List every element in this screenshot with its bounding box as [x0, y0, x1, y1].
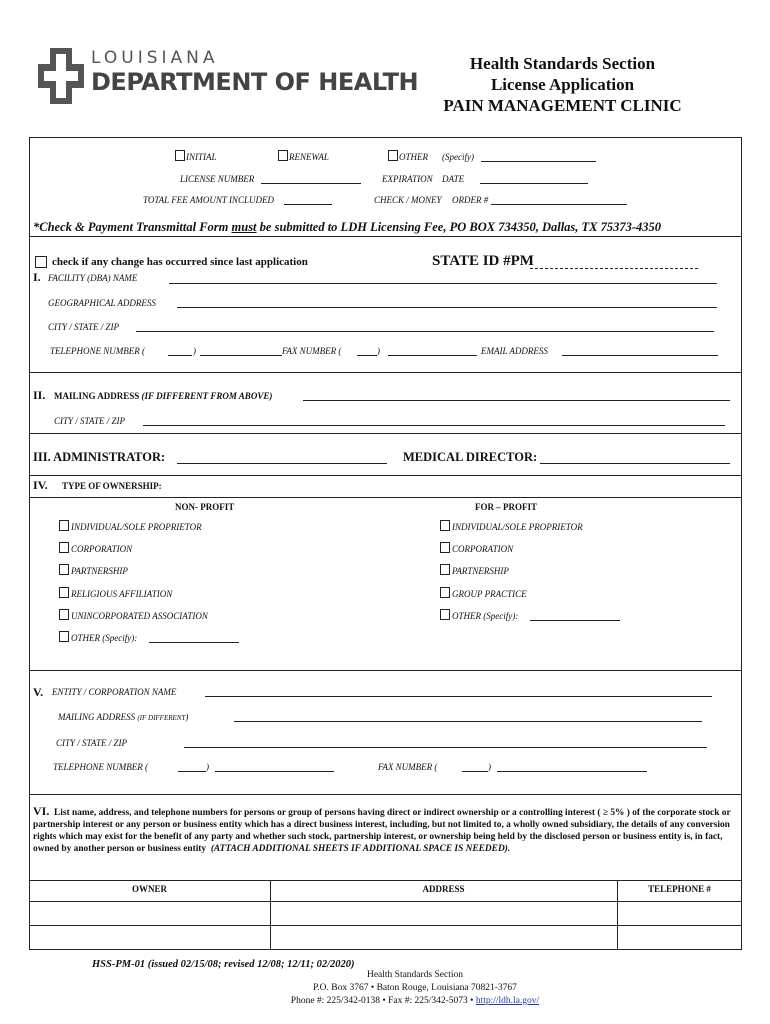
fp-corporation-checkbox[interactable]: [440, 542, 450, 553]
np-unincorporated-label: UNINCORPORATED ASSOCIATION: [71, 611, 208, 621]
v-fax-close: ): [488, 762, 491, 772]
license-number-field[interactable]: [261, 183, 361, 184]
np-individual-label: INDIVIDUAL/SOLE PROPRIETOR: [71, 522, 202, 532]
v-fax-field[interactable]: [497, 771, 647, 772]
np-other-label: OTHER (Specify):: [71, 633, 138, 643]
specify-label: (Specify): [442, 152, 474, 162]
total-fee-label: TOTAL FEE AMOUNT INCLUDED: [143, 195, 274, 205]
telephone-label: TELEPHONE NUMBER (: [50, 346, 145, 356]
fax-label: FAX NUMBER (: [282, 346, 342, 356]
notice-must: must: [231, 220, 257, 234]
mailing-text: MAILING ADDRESS: [54, 391, 140, 401]
footer-url[interactable]: http://ldh.la.gov/: [475, 996, 540, 1006]
ownership-title: TYPE OF OWNERSHIP:: [62, 481, 162, 491]
state-id-field[interactable]: [530, 268, 698, 269]
footer-line2: P.O. Box 3767 • Baton Rouge, Louisiana 70821-3767: [313, 983, 517, 993]
forprofit-head: FOR – PROFIT: [475, 502, 537, 512]
np-religious-checkbox[interactable]: [59, 587, 69, 598]
fp-individual-checkbox[interactable]: [440, 520, 450, 531]
header-line1: Health Standards Section: [469, 54, 656, 73]
other-checkbox[interactable]: [388, 150, 398, 161]
entity-label: ENTITY / CORPORATION NAME: [52, 687, 177, 697]
v-telephone-field[interactable]: [215, 771, 334, 772]
ldh-logo: [36, 46, 419, 106]
section-vi-body: List name, address, and telephone numbers for persons or group of persons having direct or indirect ownership or a controlling interest ( ≥ 5% ) of the corporate stock or partnership interest or any person or business entity which has a direct business interest, including, but not limited to, a wholly owned subsidiary, the details of any conversion rights which may exist for the benefit of any party and whether such stock, partnership interest, or ownership being held by the disclosed person or business entity is, in fact, owned by another person or business entity: [33, 808, 731, 854]
divider: [29, 497, 742, 498]
section-vi-num: VI.: [33, 804, 50, 818]
initial-label: INITIAL: [186, 152, 217, 162]
expiration-label: EXPIRATION: [382, 174, 433, 184]
tel-close: ): [193, 346, 196, 356]
np-unincorporated-checkbox[interactable]: [59, 609, 69, 620]
fp-group-checkbox[interactable]: [440, 587, 450, 598]
telephone-field[interactable]: [200, 355, 282, 356]
section-vi-attach: (ATTACH ADDITIONAL SHEETS IF ADDITIONAL SPACE IS NEEDED).: [210, 844, 511, 854]
divider: [29, 475, 742, 476]
mailing-address-field[interactable]: [303, 400, 730, 401]
fp-individual-label: INDIVIDUAL/SOLE PROPRIETOR: [452, 522, 583, 532]
col-address: ADDRESS: [422, 884, 465, 894]
v-mailing-label: [58, 712, 188, 722]
v-paren: ): [185, 712, 189, 722]
v-fax-label: FAX NUMBER (: [378, 762, 438, 772]
table-row[interactable]: [30, 902, 741, 924]
mailing-city-label: CITY / STATE / ZIP: [54, 416, 126, 426]
fax-area-field[interactable]: [357, 355, 377, 356]
footer-line3: [200, 996, 630, 1006]
notice-post: be submitted to LDH Licensing Fee, PO BOX 734350, Dallas, TX 75373-4350: [256, 220, 662, 234]
np-religious-label: RELIGIOUS AFFILIATION: [71, 589, 173, 599]
city-label: CITY / STATE / ZIP: [48, 322, 120, 332]
entity-field[interactable]: [205, 696, 712, 697]
facility-field[interactable]: [169, 283, 717, 284]
v-mailing-field[interactable]: [234, 721, 702, 722]
renewal-label: RENEWAL: [289, 152, 329, 162]
section-iv-num: IV.: [33, 478, 48, 492]
table-top: [29, 880, 742, 881]
if-different: (IF DIFFERENT FROM ABOVE): [141, 391, 273, 401]
cross-logo-icon: [38, 48, 84, 104]
license-number-label: LICENSE NUMBER: [180, 174, 255, 184]
np-partnership-checkbox[interactable]: [59, 564, 69, 575]
mailing-label: [54, 391, 272, 401]
v-city-label: CITY / STATE / ZIP: [56, 738, 128, 748]
date-label: DATE: [442, 174, 465, 184]
order-label: ORDER #: [452, 195, 489, 205]
np-corporation-checkbox[interactable]: [59, 542, 69, 553]
footer-contact: Phone #: 225/342-0138 • Fax #: 225/342-5073 •: [290, 996, 474, 1006]
footer-line1: Health Standards Section: [366, 970, 464, 980]
v-if-diff: (IF DIFFERENT: [137, 714, 186, 722]
v-tel-close: ): [206, 762, 209, 772]
fp-other-label: OTHER (Specify):: [452, 611, 519, 621]
divider: [29, 372, 742, 373]
telephone-area-field[interactable]: [168, 355, 192, 356]
facility-label: FACILITY (DBA) NAME: [48, 273, 138, 283]
expiration-date-field[interactable]: [480, 183, 588, 184]
v-tel-area-field[interactable]: [178, 771, 206, 772]
divider: [29, 794, 742, 795]
col-phone: TELEPHONE #: [648, 884, 711, 894]
section-ii-num: II.: [33, 388, 46, 402]
fp-other-field[interactable]: [530, 620, 620, 621]
np-other-checkbox[interactable]: [59, 631, 69, 642]
v-fax-area-field[interactable]: [462, 771, 488, 772]
v-telephone-label: TELEPHONE NUMBER (: [53, 762, 148, 772]
fp-partnership-label: PARTNERSHIP: [452, 566, 509, 576]
fax-field[interactable]: [388, 355, 477, 356]
v-mailing-text: MAILING ADDRESS: [58, 712, 136, 722]
email-label: EMAIL ADDRESS: [481, 346, 548, 356]
header-line2: License Application: [490, 75, 635, 94]
divider: [29, 236, 742, 237]
section-v-num: V.: [33, 685, 44, 699]
np-other-field[interactable]: [149, 642, 239, 643]
change-label: check if any change has occurred since last application: [52, 256, 308, 268]
administrator-label: III. ADMINISTRATOR:: [33, 450, 166, 464]
check-money-label: CHECK / MONEY: [374, 195, 442, 205]
fp-partnership-checkbox[interactable]: [440, 564, 450, 575]
col-owner: OWNER: [131, 884, 167, 894]
notice-pre: *Check & Payment Transmittal Form: [33, 220, 232, 234]
geo-address-label: GEOGRAPHICAL ADDRESS: [48, 298, 156, 308]
logo-state: LOUISIANA: [91, 48, 219, 68]
administrator-field[interactable]: [177, 463, 387, 464]
medical-director-label: MEDICAL DIRECTOR:: [403, 450, 538, 464]
other-specify-field[interactable]: [481, 161, 596, 162]
payment-notice: [33, 220, 661, 235]
section-vi-text: [33, 805, 733, 855]
fp-other-checkbox[interactable]: [440, 609, 450, 620]
divider: [29, 433, 742, 434]
np-corporation-label: CORPORATION: [71, 544, 133, 554]
logo-dept: DEPARTMENT OF HEALTH: [91, 68, 419, 96]
mailing-city-field[interactable]: [143, 425, 725, 426]
change-checkbox[interactable]: [35, 256, 47, 268]
header-line3: PAIN MANAGEMENT CLINIC: [443, 96, 682, 115]
v-city-field[interactable]: [184, 747, 707, 748]
total-fee-field[interactable]: [284, 204, 332, 205]
renewal-checkbox[interactable]: [278, 150, 288, 161]
table-row[interactable]: [30, 926, 741, 948]
city-field[interactable]: [136, 331, 714, 332]
fax-close: ): [377, 346, 380, 356]
fp-corporation-label: CORPORATION: [452, 544, 514, 554]
state-id-label: STATE ID #PM: [432, 253, 534, 269]
np-individual-checkbox[interactable]: [59, 520, 69, 531]
section-i-num: I.: [33, 270, 41, 284]
nonprofit-head: NON- PROFIT: [175, 502, 235, 512]
geo-address-field[interactable]: [177, 307, 717, 308]
medical-director-field[interactable]: [540, 463, 730, 464]
fp-group-label: GROUP PRACTICE: [452, 589, 527, 599]
other-label: OTHER: [399, 152, 428, 162]
order-number-field[interactable]: [491, 204, 627, 205]
divider: [29, 670, 742, 671]
form-id: HSS-PM-01 (issued 02/15/08; revised 12/08; 12/11; 02/2020): [92, 959, 355, 970]
initial-checkbox[interactable]: [175, 150, 185, 161]
np-partnership-label: PARTNERSHIP: [71, 566, 128, 576]
email-field[interactable]: [562, 355, 718, 356]
